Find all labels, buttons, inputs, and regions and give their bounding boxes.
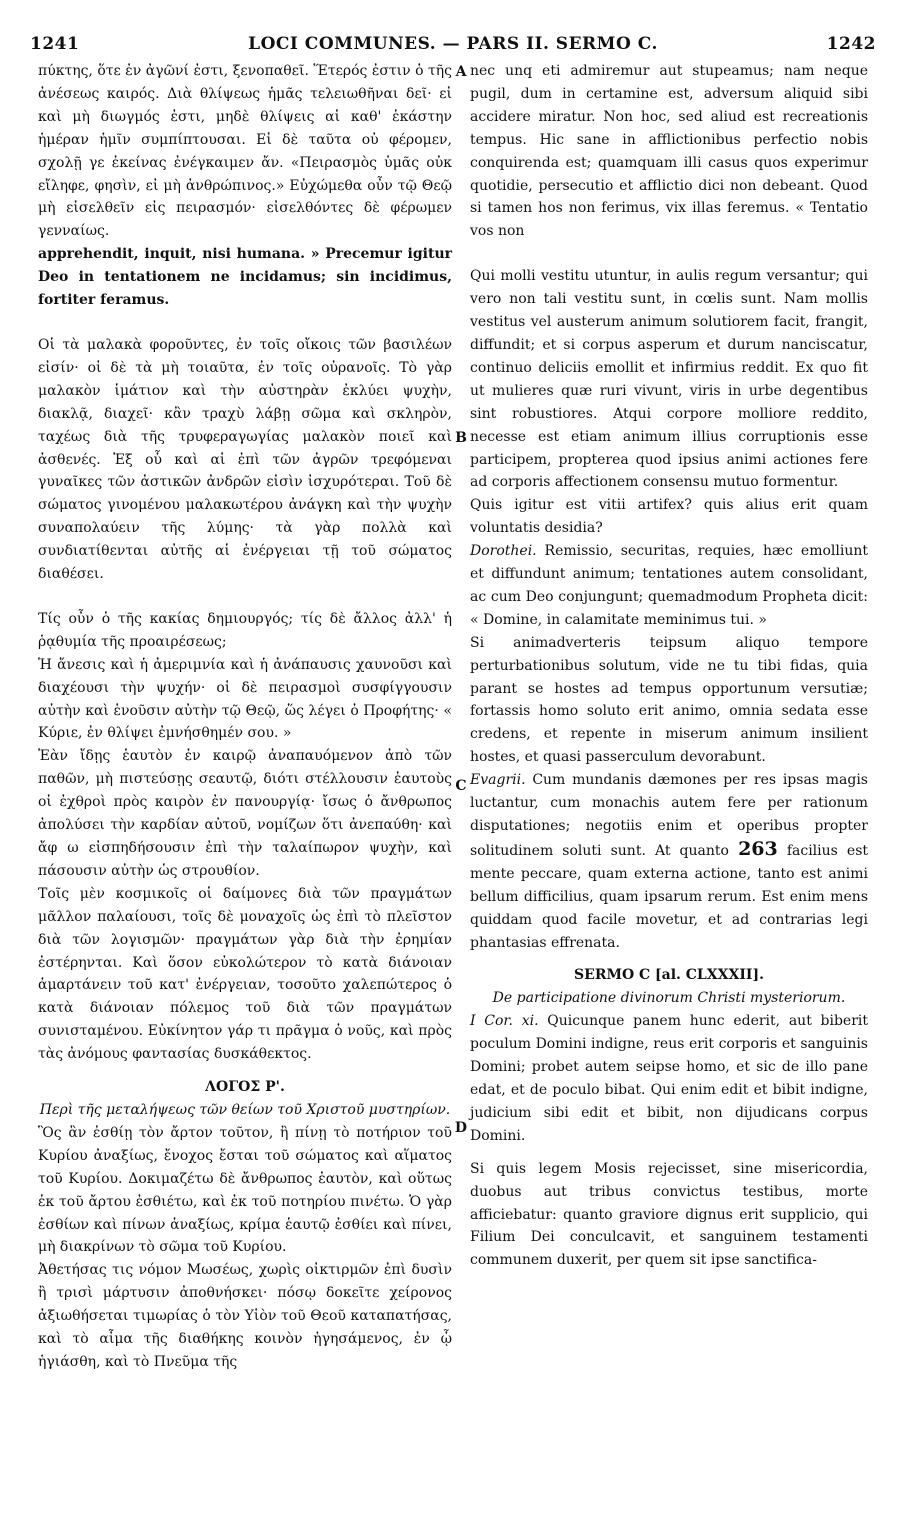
author-attribution: Dorothei. — [470, 543, 537, 560]
running-title: LOCI COMMUNES. — PARS II. SERMO C. — [248, 34, 658, 54]
right-page-number: 1242 — [826, 34, 876, 54]
greek-paragraph: Τοῖς μὲν κοσμικοῖς οἱ δαίμονες διὰ τῶν πραγμάτων μᾶλλον παλαίουσι, τοῖς δὲ μοναχοῖς ὡς ἐπὶ τὸ πλεῖστον διὰ τῶν λογισμῶν· πραγμάτων γὰρ διὰ τὴν ἐρημίαν ἐστέρηνται. Καὶ ὅσον εὐκολώτερον τὸ κατὰ διάνοιαν ἁμαρτάνειν τοῦ κατ' ἐνέργειαν, τοσοῦτο χαλεπώτερος ὁ κατὰ διάνοιαν πόλεμος τοῦ διὰ τῶν πραγμάτων συνισταμένου. Εὐκίνητον γάρ τι πρᾶγμα ὁ νοῦς, καὶ πρὸς τὰς ἀνόμους φαντασίας δυσκάθεκτος. — [38, 885, 452, 1063]
scripture-reference: I Cor. xi. — [470, 1013, 539, 1030]
latin-paragraph: nec unq eti admiremur aut stupeamus; nam neque pugil, dum in certamine est, adversum aliquid sibi accidere miratur. Non hoc, sed aliud est recreationis tempus. Hic sane in afflictionibus perfectio nobis conquirenda est; quamquam illi casus quos experimur quotidie, persecutio et afflictio dici non debeant. Quod si tamen hos non ferimus, vix illas feremus. « Tentatio vos non — [470, 63, 868, 240]
greek-paragraph: Ὃς ἂν ἐσθίῃ τὸν ἄρτον τοῦτον, ἢ πίνῃ τὸ ποτήριον τοῦ Κυρίου ἀναξίως, ἔνοχος ἔσται τοῦ σώματος καὶ αἵματος τοῦ Κυρίου. Δοκιμαζέτω δὲ ἄνθρωπος ἑαυτὸν, καὶ οὕτως ἐκ τοῦ ἄρτου ἐσθιέτω, καὶ ἐκ τοῦ ποτηρίου πινέτω. Ὁ γὰρ ἐσθίων καὶ πίνων ἀναξίως, κρίμα ἑαυτῷ ἐσθίει καὶ πίνει, μὴ διακρίνων τὸ σῶμα τοῦ Κυρίου. — [38, 1124, 452, 1256]
greek-sermon-subheading: Περὶ τῆς μεταλήψεως τῶν θείων τοῦ Χριστοῦ μυστηρίων. — [39, 1101, 451, 1118]
latin-paragraph: Evagrii. Cum mundanis dæmones per res ipsas magis luctantur, cum monachis autem fere per rationum disputationes; negotiis enim et operibus propter solitudinem soluti sunt. At quanto 263 facilius est mente peccare, quam externa actione, tanto est animi bellum difficilius, quam ipsarum rerum. Est enim mens quiddam quod facile movetur, et ad contrarias legi phantasias effrenata. — [470, 772, 869, 951]
latin-sermon-heading: SERMO C [al. CLXXXII]. — [574, 967, 764, 984]
latin-continuation: apprehendit, inquit, nisi humana. » Precemur igitur Deo in tentationem ne incidamus; sin incidimus, fortiter feramus. — [38, 246, 452, 309]
greek-sermon-heading: ΛΟΓΟΣ Ρ'. — [205, 1079, 285, 1096]
author-attribution: Evagrii. — [470, 772, 526, 789]
section-marker-c: C — [455, 778, 467, 794]
section-marker-d: D — [454, 1120, 468, 1136]
latin-paragraph: Dorothei. Remissio, securitas, requies, hæc emolliunt et diffundunt animum; tentationes autem consolidant, ac cum Deo conjungunt; quemadmodum Propheta dicit: « Domine, in calamitate meminimus tui. » — [470, 543, 868, 628]
left-page-number: 1241 — [30, 34, 80, 54]
greek-column — [38, 60, 452, 1374]
latin-paragraph: Quis igitur est vitii artifex? quis alius erit quam voluntatis desidia? — [470, 497, 868, 537]
greek-paragraph: Ἀθετήσας τις νόμον Μωσέως, χωρὶς οἰκτιρμῶν ἐπὶ δυσὶν ἢ τρισὶ μάρτυσιν ἀποθνήσκει· πόσῳ δοκεῖτε χείρονος ἀξιωθήσεται τιμωρίας ὁ τὸν Υἱὸν τοῦ Θεοῦ καταπατήσας, καὶ τὸ αἷμα τῆς διαθήκης κοινὸν ἡγησάμενος, ἐν ᾧ ἡγιάσθη, καὶ τὸ Πνεῦμα τῆς — [38, 1262, 452, 1370]
greek-paragraph: πύκτης, ὅτε ἐν ἀγῶνί ἐστι, ξενοπαθεῖ. Ἕτερός ἐστιν ὁ τῆς ἀνέσεως καιρός. Διὰ θλίψεως ἡμᾶς τελειωθῆναι δεῖ· εἰ καὶ μὴ διωγμός ἐστι, μηδὲ θλίψεις αἱ καθ' ἑκάστην ἡμέραν ἡμῖν συμπίπτουσαι. Εἰ δὲ ταῦτα οὐ φέρομεν, σχολῇ γε ἐκείνας ἐνέγκαιμεν ἄν. «Πειρασμὸς ὑμᾶς οὐκ εἴληφε, φησὶν, εἰ μὴ ἀνθρώπινος.» Εὐχώμεθα οὖν τῷ Θεῷ μὴ εἰσελθεῖν εἰς πειρασμόν· εἰσελθόντες δὲ φέρωμεν γενναίως. — [38, 63, 452, 240]
greek-paragraph: Ἐὰν ἴδῃς ἑαυτὸν ἐν καιρῷ ἀναπαυόμενον ἀπὸ τῶν παθῶν, μὴ πιστεύσῃς σεαυτῷ, διότι στέλλουσιν ἑαυτοὺς οἱ ἐχθροὶ πρὸς καιρὸν ἐν πανουργίᾳ· ἴσως ὁ ἄνθρωπος ἀπολύσει τὴν καρδίαν αὐτοῦ, νομίζων ὅτι ἀνεπαύθη· καὶ ἄφ ω εἰσπηδήσουσιν ἐπὶ τὴν ταλαίπωρον ψυχὴν, καὶ πάσουσιν αὐτὴν ὡς στρουθίον. — [38, 748, 452, 879]
latin-paragraph: Qui molli vestitu utuntur, in aulis regum versantur; qui vero non tali vestitu sunt, in cœlis sunt. Nam mollis vestitus vel austerum animum solutiorem facit, frangit, diffundit; et si corpus asperum et durum nanciscatur, continuo deliciis emollit et infirmius reddit. Ex quo fit ut mulieres quæ ruri vivunt, viris in urbe degentibus sint robustiores. Atqui corpore molliore reddito, necesse est etiam animum illius corruptionis esse participem, propterea quod ipsius animi actiones fere ad corporis affectionem consensu mutuo formentur. — [470, 268, 868, 491]
section-marker-a: A — [455, 64, 467, 80]
latin-paragraph: Si animadverteris teipsum aliquo tempore perturbationibus solutum, vide ne tu tibi fidas, quia parant se hostes ad tempus opportunum versutiæ; fortassis homo soluto erit animo, omnia sedata esse credens, et repente in miserum animum insilient hostes, et quasi passerculum devorabunt. — [470, 634, 868, 766]
latin-column — [470, 60, 868, 1272]
page-header — [30, 34, 876, 60]
column-number: 263 — [738, 837, 778, 860]
greek-paragraph: Οἱ τὰ μαλακὰ φοροῦντες, ἐν τοῖς οἴκοις τῶν βασιλέων εἰσίν· οἱ δὲ τὰ μὴ τοιαῦτα, ἐν τοῖς οὐρανοῖς. Τὸ γὰρ μαλακὸν ἱμάτιον καὶ τὴν αὐστηρὰν ἐκλύει ψυχὴν, διακλᾷ, διαχεῖ· κἂν τραχὺ λάβῃ σῶμα καὶ σκληρὸν, ταχέως διὰ τῆς τρυφεραγωγίας μαλακὸν ποιεῖ καὶ ἀσθενές. Ἐξ οὗ καὶ αἱ ἐπὶ τῶν ἀγρῶν τρεφόμεναι γυναῖκες τῶν ἀστικῶν ἀνδρῶν εἰσὶν ἰσχυρότεραι. Τοῦ δὲ σώματος γινομένου μαλακωτέρου ἀνάγκη καὶ τὴν ψυχὴν συναπολαύειν τῆς λύμης· τὰ γὰρ πολλὰ καὶ συνδιατίθενται αὐτῆς αἱ ἐνέργειαι τῇ τοῦ σώματος διαθέσει. — [38, 336, 452, 583]
latin-paragraph: Si quis legem Mosis rejecisset, sine misericordia, duobus aut tribus convictus testibus, morte afficiebatur: quanto graviore dignus erit supplicio, qui Filium Dei conculcavit, et sanguinem testamenti communem duxerit, per quem sit ipse sanctifica- — [470, 1160, 868, 1269]
greek-paragraph: Ἡ ἄνεσις καὶ ἡ ἀμεριμνία καὶ ἡ ἀνάπαυσις χαυνοῦσι καὶ διαχέουσι τὴν ψυχήν· οἱ δὲ πειρασμοὶ συσφίγγουσιν αὐτὴν καὶ ἑνοῦσιν αὐτὴν τῷ Θεῷ, ὥς λέγει ὁ Προφήτης· « Κύριε, ἐν θλίψει ἐμνήσθημέν σου. » — [38, 656, 452, 742]
greek-paragraph: Τίς οὖν ὁ τῆς κακίας δημιουργός; τίς δὲ ἄλλος ἀλλ' ἡ ῥᾳθυμία τῆς προαιρέσεως; — [38, 610, 452, 650]
latin-paragraph: I Cor. xi. Quicunque panem hunc ederit, aut biberit poculum Domini indigne, reus erit corporis et sanguinis Domini; probet autem seipse homo, et sic de illo pane edat, et de poculo bibat. Qui enim edit et bibit indigne, judicium sibi edit et bibit, non dijudicans corpus Domini. — [470, 1013, 869, 1144]
latin-sermon-subheading: De participatione divinorum Christi mysteriorum. — [492, 990, 846, 1007]
section-marker-b: B — [455, 430, 467, 446]
